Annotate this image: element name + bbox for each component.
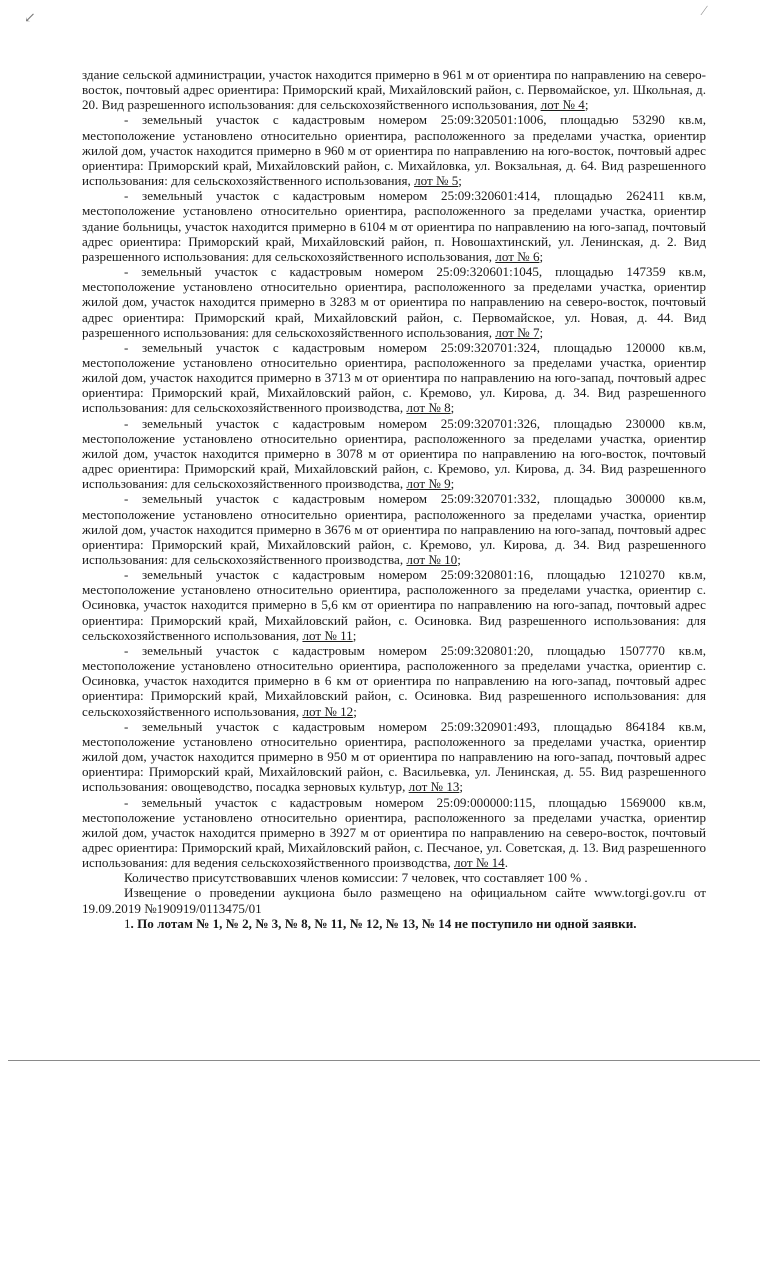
paragraph-lot-9: [82, 416, 706, 492]
paragraph-text: - земельный участок с кадастровым номером 25:09:320701:332, площадью 300000 кв.м, местоположение установлено относительно ориентира, расположенного за пределами участка, ориентир жилой дом, участок находится примерно в 3676 м от ориентира по направлению на юго-запад, почтовый адрес ориентира: Приморский край, Михайловский район, с. Кремово, ул. Кирова, д. 34. Вид разрешенного использования: для сельскохозяйственного производства,: [82, 491, 706, 567]
lot-number: лот № 10: [406, 552, 458, 567]
lot-number: лот № 4: [540, 97, 585, 113]
paragraph-end: ;: [352, 627, 357, 643]
paragraph-lot-6: [82, 188, 706, 264]
paragraph-end: .: [504, 855, 508, 871]
paragraph-text: - земельный участок с кадастровым номером 25:09:320901:493, площадью 864184 кв.м, местоположение установлено относительно ориентира, расположенного за пределами участка, ориентир жилой дом, участок находится примерно в 950 м от ориентира по направлению на юго-запад, почтовый адрес ориентира: Приморский край, Михайловский район, с. Васильевка, ул. Ленинская, д. 55. Вид разрешенного использования: овощеводство, посадка зерновых культур,: [82, 718, 706, 795]
lot-number: лот № 12: [302, 703, 354, 719]
scan-mark-top-right: ∕: [703, 4, 706, 19]
notice-paragraph: Извещение о проведении аукциона было размещено на официальном сайте www.torgi.gov.ru от 19.09.2019 №190919/0113475/01: [82, 885, 706, 916]
paragraph-end: ;: [584, 97, 589, 113]
paragraph-lot-11: [82, 567, 706, 643]
paragraph-text: - земельный участок с кадастровым номером 25:09:000000:115, площадью 1569000 кв.м, местоположение установлено относительно ориентира, расположенного за пределами участка, ориентир жилой дом, участок находится примерно в 3927 м от ориентира по направлению на северо-восток, почтовый адрес ориентира: Приморский край, Михайловский район, с. Песчаное, ул. Советская, д. 13. Вид разрешенного использования: для ведения сельскохозяйственного производства,: [82, 794, 706, 871]
paragraph-text: - земельный участок с кадастровым номером 25:09:320701:324, площадью 120000 кв.м, местоположение установлено относительно ориентира, расположенного за пределами участка, ориентир жилой дом, участок находится примерно в 3713 м от ориентира по направлению на юго-запад, почтовый адрес ориентира: Приморский край, Михайловский район, с. Кремово, ул. Кирова, д. 34. Вид разрешенного использования: для сельскохозяйственного производства,: [82, 339, 706, 416]
paragraph-end: ;: [459, 779, 464, 795]
lot-number: лот № 6: [495, 248, 540, 264]
lot-number: лот № 13: [408, 779, 460, 795]
paragraph-lot-14: [82, 795, 706, 871]
result-lots-bold: . По лотам № 1, № 2, № 3, № 8, № 11, № 12, № 13, № 14: [130, 915, 452, 931]
lot-number: лот № 8: [406, 400, 451, 416]
document-body: [82, 67, 706, 931]
paragraph-text: - земельный участок с кадастровым номером 25:09:320701:326, площадью 230000 кв.м, местоположение установлено относительно ориентира, расположенного за пределами участка, ориентир жилой дом, участок находится примерно в 3078 м от ориентира по направлению на юго-восток, почтовый адрес ориентира: Приморский край, Михайловский район, с. Кремово, ул. Кирова, д. 34. Вид разрешенного использования: для сельскохозяйственного производства,: [82, 415, 706, 492]
paragraph-text: - земельный участок с кадастровым номером 25:09:320501:1006, площадью 53290 кв.м, местоположение установлено относительно ориентира, расположенного за пределами участка, ориентир жилой дом, участок находится примерно в 960 м от ориентира по направлению на юго-восток, почтовый адрес ориентира: Приморский край, Михайловский район, с. Михайловка, ул. Вокзальная, д. 64. Вид разрешенного использования: для сельскохозяйственного использования,: [82, 112, 706, 189]
paragraph-end: ;: [450, 400, 455, 416]
paragraph-text: - земельный участок с кадастровым номером 25:09:320601:414, площадью 262411 кв.м, местоположение установлено относительно ориентира, расположенного за пределами участка, ориентир здание больницы, участок находится примерно в 6104 м от ориентира по направлению на юго-запад, почтовый адрес ориентира: Приморский край, Михайловский район, п. Новошахтинский, ул. Ленинская, д. 2. Вид разрешенного использования: для сельскохозяйственного использования,: [82, 188, 706, 264]
paragraph-text: - земельный участок с кадастровым номером 25:09:320801:16, площадью 1210270 кв.м, местоположение установлено относительно ориентира, расположенного за пределами участка, ориентир с. Осиновка, участок находится примерно в 5,6 км от ориентира по направлению на юго-запад, почтовый адрес ориентира: Приморский край, Михайловский район, с. Осиновка. Вид разрешенного использования: для сельскохозяйственного использования,: [82, 567, 706, 643]
paragraph-lot-10: [82, 491, 706, 567]
lot-number: лот № 9: [406, 476, 451, 492]
paragraph-end: ;: [539, 248, 544, 264]
paragraph-text: - земельный участок с кадастровым номером 25:09:320601:1045, площадью 147359 кв.м, местоположение установлено относительно ориентира, расположенного за пределами участка, ориентир жилой дом, участок находится примерно в 3283 м от ориентира по направлению на северо-восток, почтовый адрес ориентира: Приморский край, Михайловский район, с. Первомайское, ул. Новая, д. 44. Вид разрешенного использования: для сельскохозяйственного использования,: [82, 264, 706, 340]
paragraph-lot-4: [82, 67, 706, 112]
page-divider: [8, 1060, 760, 1061]
lot-number: лот № 14: [453, 855, 505, 871]
paragraph-end: ;: [458, 173, 462, 189]
paragraph-lot-5: [82, 112, 706, 188]
lot-number: лот № 11: [302, 627, 353, 643]
paragraph-lot-13: [82, 719, 706, 795]
paragraph-end: ;: [450, 476, 455, 492]
scan-mark-top-left: ↙: [24, 11, 36, 26]
result-paragraph: [82, 916, 706, 931]
result-number: 1: [124, 915, 131, 931]
lot-number: лот № 7: [495, 324, 540, 340]
paragraph-lot-7: [82, 264, 706, 340]
attendance-paragraph: Количество присутствовавших членов комиссии: 7 человек, что составляет 100 % .: [124, 870, 588, 886]
lot-number: лот № 5: [414, 173, 459, 189]
result-rest: не поступило ни одной заявки.: [451, 915, 637, 931]
paragraph-end: ;: [457, 552, 461, 567]
paragraph-text: здание сельской администрации, участок находится примерно в 961 м от ориентира по направлению на северо-восток, почтовый адрес ориентира: Приморский край, Михайловский район, с. Первомайское, ул. Школьная, д. 20. Вид разрешенного использования: для сельскохозяйственного использования,: [82, 67, 706, 113]
paragraph-end: ;: [353, 703, 357, 719]
paragraph-text: - земельный участок с кадастровым номером 25:09:320801:20, площадью 1507770 кв.м, местоположение установлено относительно ориентира, расположенного за пределами участка, ориентир с. Осиновка, участок находится примерно в 6 км от ориентира по направлению на юго-запад, почтовый адрес ориентира: Приморский край, Михайловский район, с. Осиновка. Вид разрешенного использования: для сельскохозяйственного использования,: [82, 642, 706, 719]
paragraph-lot-12: [82, 643, 706, 719]
paragraph-end: ;: [539, 324, 544, 340]
paragraph-lot-8: [82, 340, 706, 416]
